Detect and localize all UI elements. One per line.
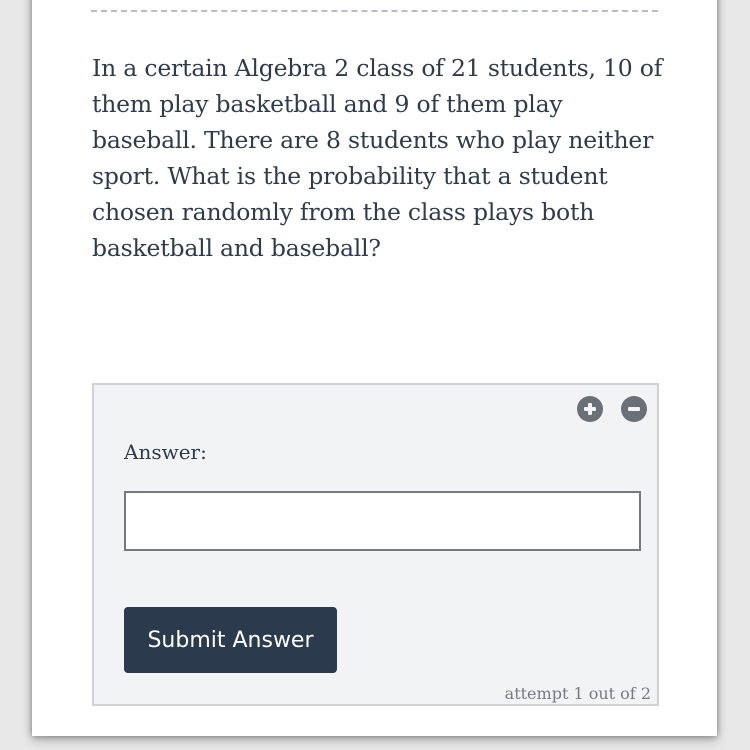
answer-input[interactable] <box>124 491 641 551</box>
zoom-controls <box>577 396 647 422</box>
plus-circle-icon[interactable] <box>577 396 603 422</box>
attempt-counter: attempt 1 out of 2 <box>504 684 651 703</box>
question-text: In a certain Algebra 2 class of 21 students, 10 of them play basketball and 9 of them play baseball. There are 8 students who play neither sport. What is the probability that a student chosen randomly from the class plays both basketball and baseball? <box>92 54 663 262</box>
answer-panel <box>92 383 659 706</box>
dashed-divider <box>91 10 658 12</box>
plus-vertical-bar <box>588 403 592 415</box>
submit-answer-button[interactable]: Submit Answer <box>124 607 337 673</box>
minus-circle-icon[interactable] <box>621 396 647 422</box>
answer-label: Answer: <box>124 440 207 464</box>
minus-horizontal-bar <box>628 407 640 411</box>
